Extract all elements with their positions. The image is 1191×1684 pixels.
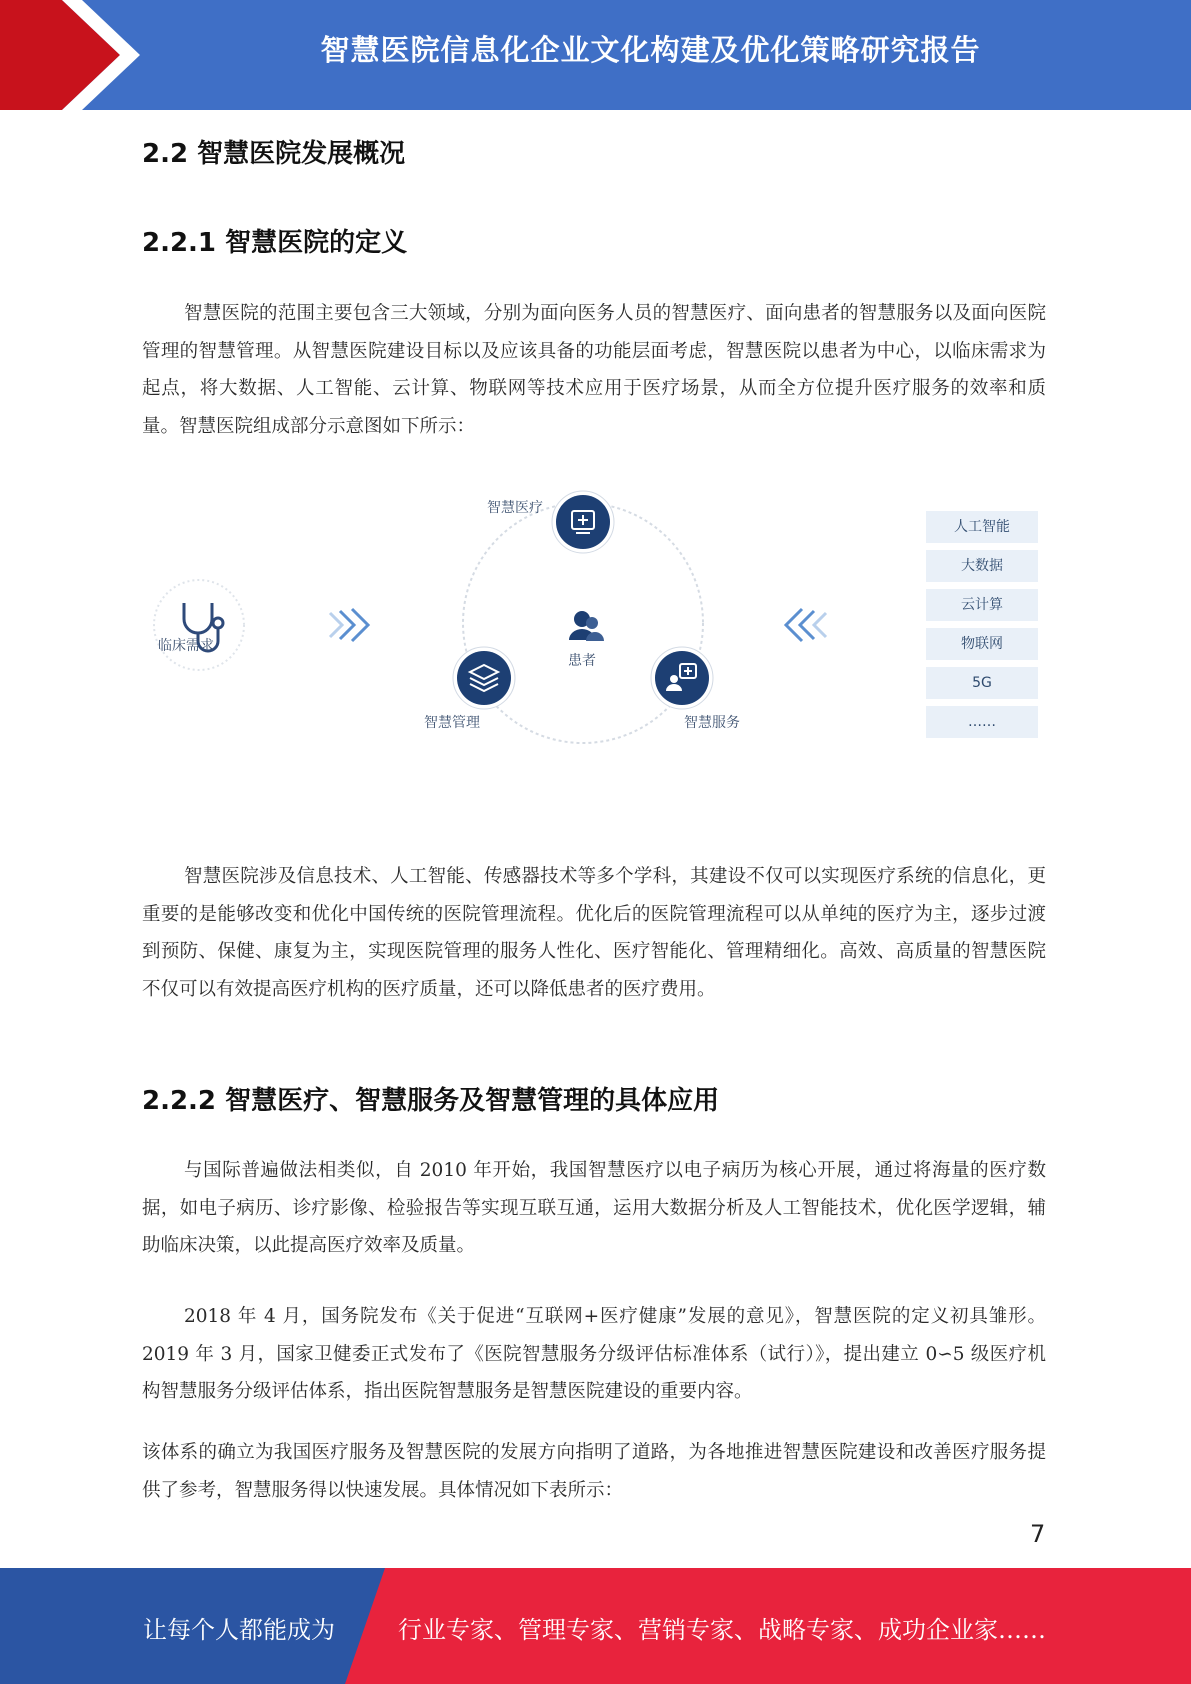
- paragraph-definition: 智慧医院的范围主要包含三大领域，分别为面向医务人员的智慧医疗、面向患者的智慧服务以及面向医院管理的智慧管理。从智慧医院建设目标以及应该具备的功能层面考虑，智慧医院以患者为中心，以临床需求为起点，将大数据、人工智能、云计算、物联网等技术应用于医疗场景，从而全方位提升医疗服务的效率和质量。智慧医院组成部分示意图如下所示：: [142, 303, 1046, 437]
- footer-slogan-left: 让每个人都能成为: [143, 1616, 335, 1644]
- tech-item: 5G: [926, 667, 1038, 699]
- footer-slogan-right: 行业专家、管理专家、营销专家、战略专家、成功企业家……: [398, 1616, 1046, 1644]
- paragraph-policy: 2018 年 4 月，国务院发布《关于促进“互联网+医疗健康”发展的意见》，智慧医院的定义初具雏形。2019 年 3 月，国家卫健委正式发布了《医院智慧服务分级评估标准体系（试行）》，提出建立 0∽5 级医疗机构智慧服务分级评估体系，指出医院智慧服务是智慧医院建设的重要内容。: [142, 1306, 1046, 1402]
- smart-medical-node: [552, 491, 614, 553]
- paragraph-disciplines: 智慧医院涉及信息技术、人工智能、传感器技术等多个学科，其建设不仅可以实现医疗系统的信息化，更重要的是能够改变和优化中国传统的医院管理流程。优化后的医院管理流程可以从单纯的医疗为主，逐步过渡到预防、保健、康复为主，实现医院管理的服务人性化、医疗智能化、管理精细化。高效、高质量的智慧医院不仅可以有效提高医疗机构的医疗质量，还可以降低患者的医疗费用。: [142, 866, 1046, 1000]
- subsection-heading-2-2-2: 2.2.2 智慧医疗、智慧服务及智慧管理的具体应用: [142, 1086, 720, 1116]
- smart-service-node: [651, 647, 713, 709]
- tech-item: 大数据: [926, 550, 1038, 582]
- tech-item: 人工智能: [926, 511, 1038, 543]
- double-chevron-right-icon: [330, 609, 368, 641]
- paragraph-system: 该体系的确立为我国医疗服务及智慧医院的发展方向指明了道路，为各地推进智慧医院建设和改善医疗服务提供了参考，智慧服务得以快速发展。具体情况如下表所示：: [142, 1442, 1046, 1501]
- technology-list: [926, 511, 1038, 745]
- patient-icon: [569, 611, 604, 641]
- page-number: 7: [1030, 1520, 1046, 1548]
- paragraph-smart-medical: 与国际普遍做法相类似，自 2010 年开始，我国智慧医疗以电子病历为核心开展，通过将海量的医疗数据，如电子病历、诊疗影像、检验报告等实现互联互通，运用大数据分析及人工智能技术，优化医学逻辑，辅助临床决策，以此提高医疗效率及质量。: [142, 1160, 1046, 1256]
- clinical-need-label: 临床需求: [158, 638, 214, 654]
- header-chevron-decoration: [0, 0, 160, 110]
- smart-management-label: 智慧管理: [424, 715, 480, 731]
- smart-service-label: 智慧服务: [684, 715, 740, 731]
- smart-management-node: [453, 647, 515, 709]
- double-chevron-left-icon: [786, 609, 826, 641]
- smart-medical-label: 智慧医疗: [487, 500, 543, 516]
- subsection-heading-2-2-1: 2.2.1 智慧医院的定义: [142, 228, 408, 258]
- tech-item: 物联网: [926, 628, 1038, 660]
- page-footer: [0, 1568, 1191, 1684]
- stethoscope-icon: [154, 580, 244, 670]
- patient-label: 患者: [568, 653, 596, 669]
- smart-hospital-diagram: [142, 475, 1046, 750]
- diagram-graphics: [142, 475, 1046, 750]
- page-header: [0, 0, 1191, 110]
- tech-item: ……: [926, 706, 1038, 738]
- section-heading: 2.2 智慧医院发展概况: [142, 139, 406, 169]
- report-title: 智慧医院信息化企业文化构建及优化策略研究报告: [320, 33, 981, 67]
- tech-item: 云计算: [926, 589, 1038, 621]
